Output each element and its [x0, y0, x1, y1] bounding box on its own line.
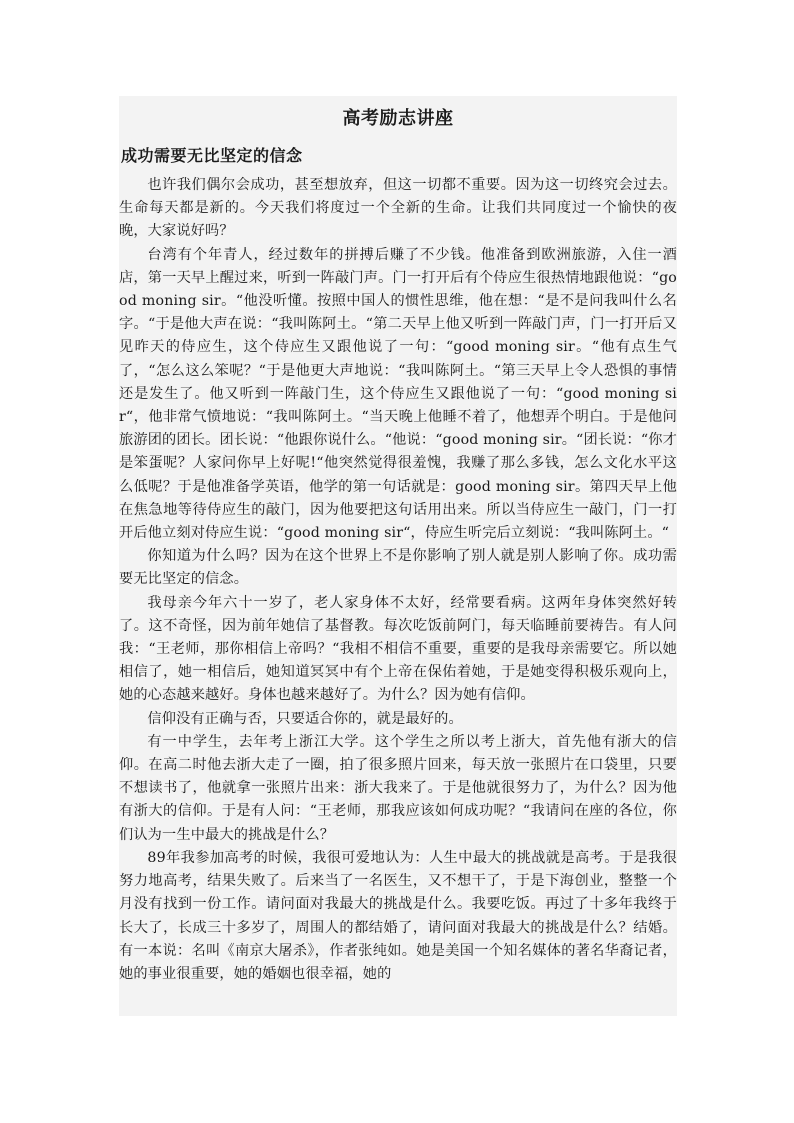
paragraph-intro: 也许我们偶尔会成功，甚至想放弃，但这一切都不重要。因为这一切终究会过去。生命每天都是新的。今天我们将度过一个全新的生命。让我们共同度过一个愉快的夜晚，大家说好吗？ [119, 177, 677, 240]
document-page [119, 96, 677, 1016]
paragraph-challenge: 89年我参加高考的时候，我很可爱地认为：人生中最大的挑战就是高考。于是我很努力地高考，结果失败了。后来当了一名医生，又不想干了，于是下海创业，整整一个月没有找到一份工作。请问面对我最大的挑战是什么。我要吃饭。再过了十多年我终于长大了，长成三十多岁了，周围人的都结婚了，请问面对我最大的挑战是什么？结婚。有一本说：名叫《南京大屠杀》，作者张纯如。她是美国一个知名媒体的著名华裔记者，她的事业很重要，她的婚姻也很幸福，她的 [119, 849, 677, 982]
paragraph-student: 有一中学生，去年考上浙江大学。这个学生之所以考上浙大，首先他有浙大的信仰。在高二时他去浙大走了一圈，拍了很多照片回来，每天放一张照片在口袋里，只要不想读书了，他就拿一张照片出来：浙大我来了。于是他就很努力了，为什么？因为他有浙大的信仰。于是有人问：“王老师，那我应该如何成功呢？“我请问在座的各位，你们认为一生中最大的挑战是什么？ [119, 733, 677, 843]
paragraph-belief: 信仰没有正确与否，只要适合你的，就是最好的。 [147, 710, 463, 727]
paragraph-story: 台湾有个年青人，经过数年的拼搏后赚了不少钱。他准备到欧洲旅游，入住一酒店，第一天早上醒过来，听到一阵敲门声。门一打开后有个侍应生很热情地跟他说：“good moning sir。“他没听懂。按照中国人的惯性思维，他在想：“是不是问我叫什么名字。“于是他大声在说：“我叫陈阿土。“第二天早上他又听到一阵敲门声，门一打开后又见昨天的侍应生，这个侍应生又跟他说了一句：“good moning sir。“他有点生气了，“怎么这么笨呢？“于是他更大声地说：“我叫陈阿土。“第三天早上令人恐惧的事情还是发生了。他又听到一阵敲门生，这个侍应生又跟他说了一句：“good moning sir“，他非常气愤地说：“我叫陈阿土。“当天晚上他睡不着了，他想弄个明白。于是他问旅游团的团长。团长说：“他跟你说什么。“他说：“good moning sir。“团长说：“你才是笨蛋呢？人家问你早上好呢!“他突然觉得很羞愧，我赚了那么多钱，怎么文化水平这么低呢？于是他准备学英语，他学的第一句话就是：good moning sir。第四天早上他在焦急地等待侍应生的敲门，因为他要把这句话用出来。所以当侍应生一敲门，门一打开后他立刻对侍应生说：“good moning sir“，侍应生听完后立刻说：“我叫陈阿土。“ [119, 246, 677, 542]
document-title: 高考励志讲座 [342, 108, 454, 129]
paragraph-lesson: 你知道为什么吗？因为在这个世界上不是你影响了别人就是别人影响了你。成功需要无比坚定的信念。 [119, 548, 677, 588]
paragraph-mother: 我母亲今年六十一岁了，老人家身体不太好，经常要看病。这两年身体突然好转了。这不奇怪，因为前年她信了基督教。每次吃饭前阿门，每天临睡前要祷告。有人问我：“王老师，那你相信上帝吗？“我相不相信不重要，重要的是我母亲需要它。所以她相信了，她一相信后，她知道冥冥中有个上帝在保佑着她，于是她变得积极乐观向上，她的心态越来越好。身体也越来越好了。为什么？因为她有信仰。 [119, 594, 677, 704]
section-heading: 成功需要无比坚定的信念 [121, 146, 303, 165]
